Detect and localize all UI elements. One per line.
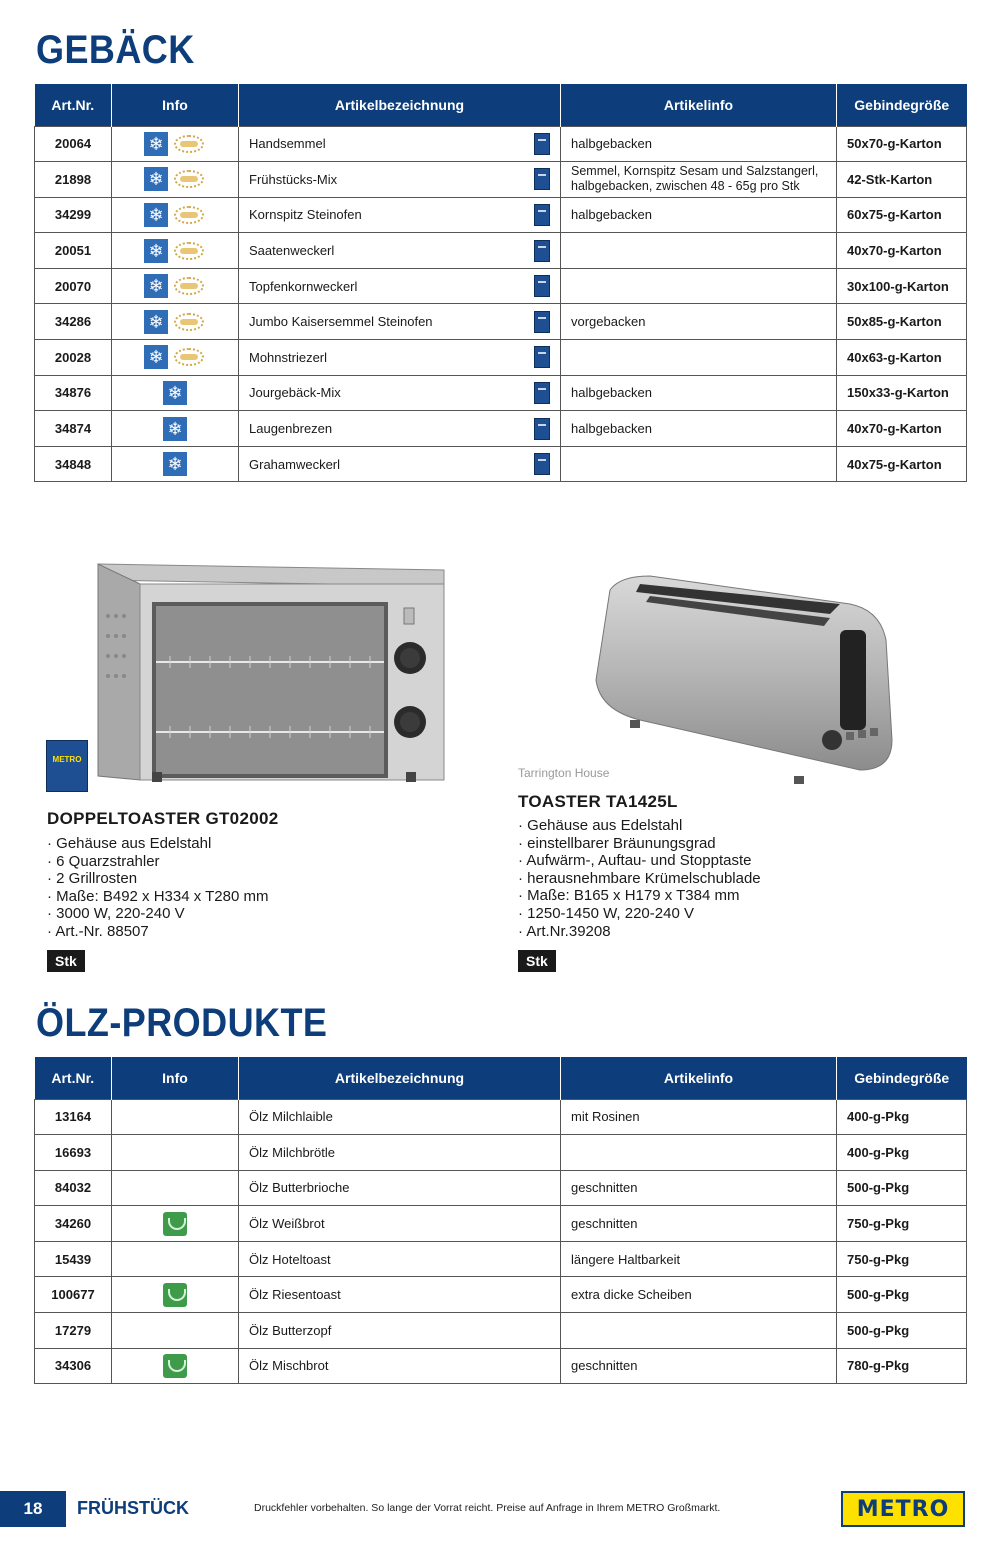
frozen-snowflake-icon: ❄ (144, 239, 168, 263)
cell-gebindegroesse: 50x85-g-Karton (837, 304, 967, 340)
cell-info-icons (112, 340, 239, 376)
footer-disclaimer: Druckfehler vorbehalten. So lange der Vorrat reicht. Preise auf Anfrage in Ihrem METRO Großmarkt. (254, 1502, 721, 1514)
feature-item: · 6 Quarzstrahler (47, 853, 269, 871)
article-name: Ölz Butterzopf (249, 1322, 332, 1338)
cell-artikelbezeichnung (239, 233, 561, 269)
table-row (35, 1313, 967, 1349)
metro-chef-badge-icon (534, 275, 550, 297)
feature-item: · Maße: B492 x H334 x T280 mm (47, 888, 269, 906)
table-header-row (35, 1057, 967, 1099)
frozen-snowflake-icon: ❄ (144, 310, 168, 334)
cell-artnr: 21898 (35, 162, 112, 198)
table-row (35, 375, 967, 411)
bakery-quality-seal-icon (172, 345, 206, 369)
cell-artnr: 34286 (35, 304, 112, 340)
table-row (35, 411, 967, 447)
article-name: Jourgebäck-Mix (249, 385, 341, 401)
cell-artnr: 34848 (35, 446, 112, 482)
cell-artikelbezeichnung (239, 1206, 561, 1242)
cell-artikelinfo (561, 446, 837, 482)
feature-item: · Art.Nr.39208 (518, 923, 761, 941)
article-name: Grahamweckerl (249, 456, 341, 472)
cell-artikelinfo: extra dicke Scheiben (561, 1277, 837, 1313)
col-header-info: Info (112, 1057, 239, 1099)
table-row (35, 1135, 967, 1171)
cell-artnr: 34306 (35, 1348, 112, 1384)
table-row (35, 126, 967, 162)
bakery-quality-seal-icon (172, 239, 206, 263)
cell-artikelbezeichnung (239, 1241, 561, 1277)
article-name: Frühstücks-Mix (249, 171, 338, 187)
metro-chef-badge-icon (534, 240, 550, 262)
table-row (35, 1348, 967, 1384)
bakery-quality-seal-icon (172, 132, 206, 156)
feature-item: · Gehäuse aus Edelstahl (47, 835, 269, 853)
cell-artikelinfo: halbgebacken (561, 411, 837, 447)
article-name: Ölz Riesentoast (249, 1287, 341, 1303)
cell-gebindegroesse: 750-g-Pkg (837, 1206, 967, 1242)
cell-artikelbezeichnung (239, 1313, 561, 1349)
cell-gebindegroesse: 40x70-g-Karton (837, 411, 967, 447)
page-number: 18 (0, 1491, 66, 1527)
col-header-artnr: Art.Nr. (35, 1057, 112, 1099)
green-quality-seal-icon (163, 1212, 187, 1236)
cell-gebindegroesse: 400-g-Pkg (837, 1135, 967, 1171)
article-name: Ölz Mischbrot (249, 1358, 329, 1374)
cell-info-icons (112, 1241, 239, 1277)
cell-artikelbezeichnung (239, 1277, 561, 1313)
product-title: DOPPELTOASTER GT02002 (47, 809, 279, 828)
cell-artnr: 34299 (35, 197, 112, 233)
metro-chef-badge-icon (534, 418, 550, 440)
table-row (35, 233, 967, 269)
metro-chef-badge-icon (534, 382, 550, 404)
toaster-image (580, 570, 900, 790)
table-row (35, 304, 967, 340)
cell-gebindegroesse: 500-g-Pkg (837, 1277, 967, 1313)
cell-artikelbezeichnung (239, 1348, 561, 1384)
article-name: Ölz Weißbrot (249, 1216, 325, 1232)
cell-info-icons (112, 1099, 239, 1135)
col-header-artikelinfo: Artikelinfo (561, 84, 837, 126)
article-name: Ölz Butterbrioche (249, 1180, 350, 1196)
feature-item: · Maße: B165 x H179 x T384 mm (518, 887, 761, 905)
doppeltoaster-image (40, 556, 450, 786)
cell-gebindegroesse: 750-g-Pkg (837, 1241, 967, 1277)
article-name: Handsemmel (249, 136, 326, 152)
cell-artikelbezeichnung (239, 446, 561, 482)
table-row (35, 1170, 967, 1206)
table-row (35, 1206, 967, 1242)
metro-chef-badge-icon (534, 133, 550, 155)
cell-info-icons (112, 1277, 239, 1313)
feature-item: · Art.-Nr. 88507 (47, 923, 269, 941)
col-header-info: Info (112, 84, 239, 126)
cell-info-icons (112, 1170, 239, 1206)
metro-chef-badge-icon (534, 346, 550, 368)
cell-artikelinfo (561, 340, 837, 376)
article-name: Saatenweckerl (249, 243, 335, 259)
table-header-row (35, 84, 967, 126)
metro-badge-label: METRO (52, 755, 82, 764)
oelz-table (34, 1057, 967, 1384)
cell-artikelbezeichnung (239, 340, 561, 376)
metro-logo: METRO (841, 1491, 965, 1527)
table-row (35, 1099, 967, 1135)
cell-gebindegroesse: 500-g-Pkg (837, 1313, 967, 1349)
cell-artikelbezeichnung (239, 126, 561, 162)
col-header-artikelbezeichnung: Artikelbezeichnung (239, 84, 561, 126)
green-quality-seal-icon (163, 1354, 187, 1378)
feature-item: · einstellbarer Bräunungsgrad (518, 835, 761, 853)
cell-artikelinfo (561, 1313, 837, 1349)
bakery-quality-seal-icon (172, 167, 206, 191)
feature-item: · herausnehmbare Krümelschublade (518, 870, 761, 888)
cell-artnr: 20028 (35, 340, 112, 376)
metro-chef-badge-icon (534, 453, 550, 475)
cell-info-icons (112, 233, 239, 269)
cell-info-icons (112, 411, 239, 447)
cell-gebindegroesse: 150x33-g-Karton (837, 375, 967, 411)
product-feature-list (518, 817, 761, 940)
frozen-snowflake-icon: ❄ (144, 167, 168, 191)
cell-artikelinfo: halbgebacken (561, 375, 837, 411)
cell-artikelinfo: längere Haltbarkeit (561, 1241, 837, 1277)
cell-artikelinfo: geschnitten (561, 1206, 837, 1242)
feature-item: · Aufwärm-, Auftau- und Stopptaste (518, 852, 761, 870)
section-title-gebaeck: GEBÄCK (36, 28, 195, 72)
article-name: Topfenkornweckerl (249, 278, 358, 294)
feature-item: · 2 Grillrosten (47, 870, 269, 888)
cell-gebindegroesse: 780-g-Pkg (837, 1348, 967, 1384)
cell-artikelinfo: halbgebacken (561, 126, 837, 162)
metro-chef-badge-icon (534, 168, 550, 190)
unit-badge: Stk (518, 950, 556, 972)
cell-artikelinfo: vorgebacken (561, 304, 837, 340)
cell-gebindegroesse: 42-Stk-Karton (837, 162, 967, 198)
article-name: Kornspitz Steinofen (249, 207, 362, 223)
cell-artnr: 34874 (35, 411, 112, 447)
cell-info-icons (112, 375, 239, 411)
table-row (35, 1277, 967, 1313)
cell-artnr: 20051 (35, 233, 112, 269)
col-header-artnr: Art.Nr. (35, 84, 112, 126)
bakery-quality-seal-icon (172, 274, 206, 298)
cell-artikelbezeichnung (239, 162, 561, 198)
cell-artikelinfo (561, 233, 837, 269)
feature-item: · 3000 W, 220-240 V (47, 905, 269, 923)
cell-artnr: 13164 (35, 1099, 112, 1135)
cell-info-icons (112, 446, 239, 482)
cell-info-icons (112, 197, 239, 233)
cell-artikelbezeichnung (239, 375, 561, 411)
article-name: Jumbo Kaisersemmel Steinofen (249, 314, 433, 330)
col-header-gebindegroesse: Gebindegröße (837, 1057, 967, 1099)
cell-artikelbezeichnung (239, 1135, 561, 1171)
unit-badge: Stk (47, 950, 85, 972)
frozen-snowflake-icon: ❄ (163, 417, 187, 441)
cell-gebindegroesse: 50x70-g-Karton (837, 126, 967, 162)
feature-item: · 1250-1450 W, 220-240 V (518, 905, 761, 923)
table-row (35, 340, 967, 376)
cell-artnr: 16693 (35, 1135, 112, 1171)
cell-artnr: 84032 (35, 1170, 112, 1206)
table-row (35, 162, 967, 198)
frozen-snowflake-icon: ❄ (144, 345, 168, 369)
product-feature-list (47, 835, 269, 941)
frozen-snowflake-icon: ❄ (144, 203, 168, 227)
cell-gebindegroesse: 40x63-g-Karton (837, 340, 967, 376)
metro-professional-badge (46, 740, 88, 792)
cell-artikelinfo: Semmel, Kornspitz Sesam und Salzstangerl, halbgebacken, zwischen 48 - 65g pro Stk (561, 162, 837, 198)
bakery-quality-seal-icon (172, 310, 206, 334)
cell-artikelbezeichnung (239, 197, 561, 233)
section-title-oelz: ÖLZ-PRODUKTE (36, 1001, 328, 1045)
product-title: TOASTER TA1425L (518, 792, 678, 811)
cell-artnr: 34876 (35, 375, 112, 411)
cell-gebindegroesse: 500-g-Pkg (837, 1170, 967, 1206)
cell-artikelbezeichnung (239, 1099, 561, 1135)
green-quality-seal-icon (163, 1283, 187, 1307)
col-header-artikelbezeichnung: Artikelbezeichnung (239, 1057, 561, 1099)
metro-chef-badge-icon (534, 204, 550, 226)
cell-artikelbezeichnung (239, 411, 561, 447)
table-row (35, 268, 967, 304)
frozen-snowflake-icon: ❄ (144, 274, 168, 298)
table-row (35, 446, 967, 482)
cell-info-icons (112, 1135, 239, 1171)
table-row (35, 1241, 967, 1277)
cell-artnr: 20064 (35, 126, 112, 162)
article-name: Ölz Hoteltoast (249, 1251, 331, 1267)
gebaeck-table (34, 84, 967, 482)
cell-artikelinfo (561, 1135, 837, 1171)
cell-artnr: 100677 (35, 1277, 112, 1313)
cell-gebindegroesse: 60x75-g-Karton (837, 197, 967, 233)
article-name: Ölz Milchbrötle (249, 1144, 335, 1160)
cell-artnr: 17279 (35, 1313, 112, 1349)
table-row (35, 197, 967, 233)
tarrington-house-brand: Tarrington House (518, 766, 610, 780)
cell-info-icons (112, 1348, 239, 1384)
cell-artikelinfo: geschnitten (561, 1348, 837, 1384)
cell-artikelinfo: mit Rosinen (561, 1099, 837, 1135)
cell-artikelbezeichnung (239, 304, 561, 340)
cell-artikelbezeichnung (239, 268, 561, 304)
article-name: Laugenbrezen (249, 421, 333, 437)
cell-gebindegroesse: 40x70-g-Karton (837, 233, 967, 269)
cell-artikelinfo (561, 268, 837, 304)
cell-gebindegroesse: 30x100-g-Karton (837, 268, 967, 304)
metro-chef-badge-icon (534, 311, 550, 333)
cell-gebindegroesse: 400-g-Pkg (837, 1099, 967, 1135)
cell-artikelinfo: halbgebacken (561, 197, 837, 233)
frozen-snowflake-icon: ❄ (163, 381, 187, 405)
cell-gebindegroesse: 40x75-g-Karton (837, 446, 967, 482)
cell-info-icons (112, 1313, 239, 1349)
cell-artnr: 15439 (35, 1241, 112, 1277)
col-header-gebindegroesse: Gebindegröße (837, 84, 967, 126)
cell-artnr: 34260 (35, 1206, 112, 1242)
cell-info-icons (112, 268, 239, 304)
feature-item: · Gehäuse aus Edelstahl (518, 817, 761, 835)
frozen-snowflake-icon: ❄ (163, 452, 187, 476)
cell-artikelbezeichnung (239, 1170, 561, 1206)
article-name: Ölz Milchlaible (249, 1109, 333, 1125)
cell-info-icons (112, 126, 239, 162)
bakery-quality-seal-icon (172, 203, 206, 227)
cell-info-icons (112, 162, 239, 198)
frozen-snowflake-icon: ❄ (144, 132, 168, 156)
col-header-artikelinfo: Artikelinfo (561, 1057, 837, 1099)
cell-info-icons (112, 1206, 239, 1242)
cell-artikelinfo: geschnitten (561, 1170, 837, 1206)
cell-artnr: 20070 (35, 268, 112, 304)
cell-info-icons (112, 304, 239, 340)
article-name: Mohnstriezerl (249, 349, 328, 365)
footer-section-title: FRÜHSTÜCK (77, 1498, 189, 1518)
